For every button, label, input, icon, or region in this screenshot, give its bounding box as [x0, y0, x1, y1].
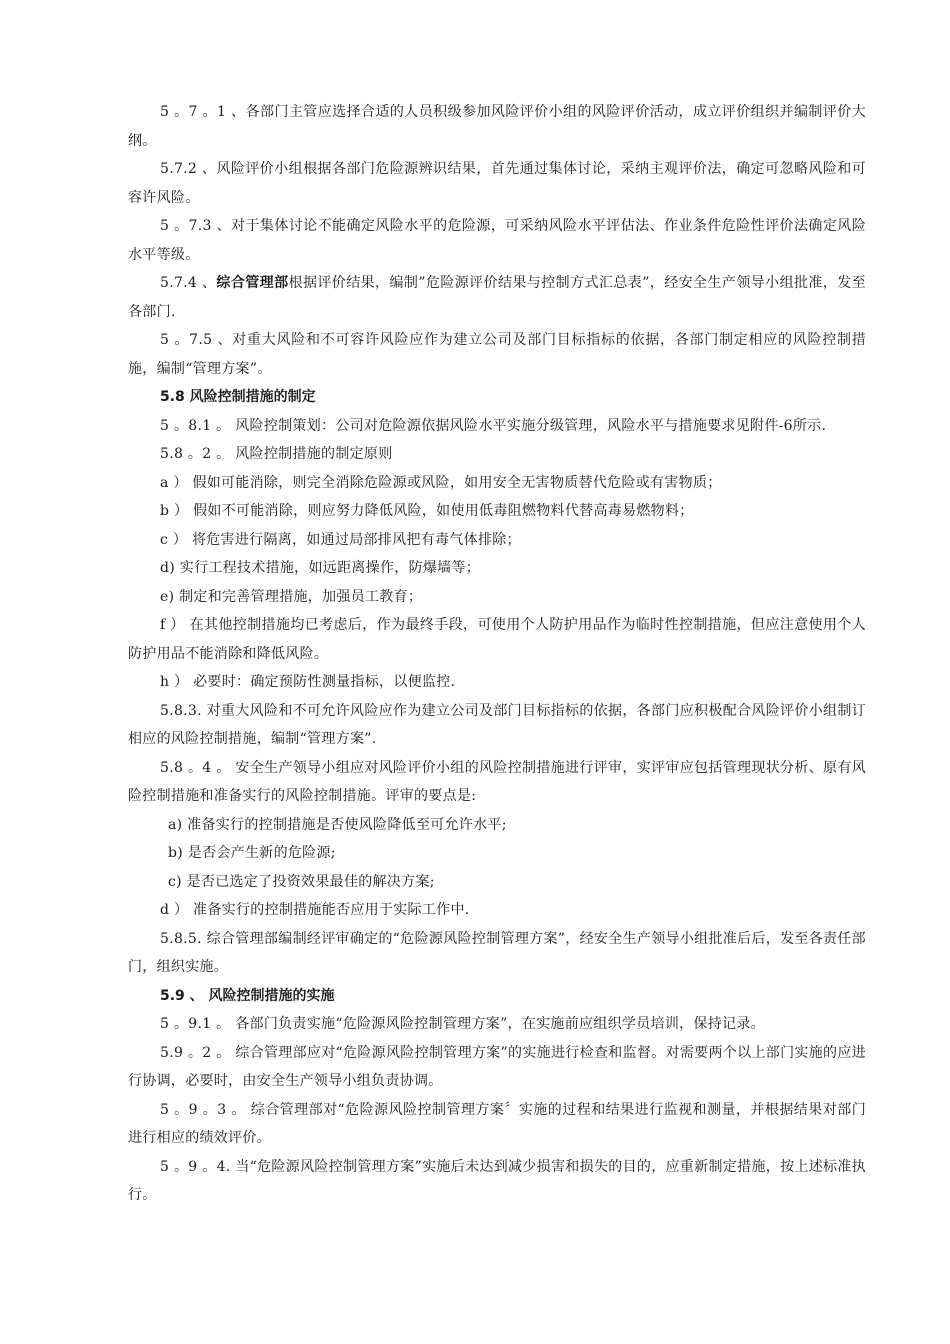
paragraph-5-7-5: 5 。7.5 、对重大风险和不可容许风险应作为建立公司及部门目标指标的依据，各部门制定相应的风险控制措施，编制“管理方案”。 [128, 332, 866, 377]
review-point-d: d ） 准备实行的控制措施能否应用于实际工作中. [160, 902, 470, 918]
paragraph-5-8-2: 5.8 。2 。 风险控制措施的制定原则 [160, 446, 393, 462]
review-point-a: a) 准备实行的控制措施是否使风险降低至可允许水平; [168, 816, 507, 833]
paragraph-5-9-4: 5 。9 。4. 当“危险源风险控制管理方案”实施后未达到减少损害和损失的目的，应重新制定措施，按上述标准执行。 [128, 1158, 866, 1203]
list-item-c: c ） 将危害进行隔离，如通过局部排风把有毒气体排除； [160, 531, 521, 548]
review-point-b: b) 是否会产生新的危险源; [168, 845, 336, 861]
paragraph-5-7-4-prefix: 5.7.4 、 [160, 275, 217, 291]
paragraph-5-9-1: 5 。9.1 。 各部门负责实施“危险源风险控制管理方案”，在实施前应组织学员培训，保持记录。 [160, 1016, 765, 1032]
list-item-a: a ） 假如可能消除，则完全消除危险源或风险，如用安全无害物质替代危险或有害物质； [160, 474, 722, 491]
paragraph-5-7-2: 5.7.2 、风险评价小组根据各部门危险源辨识结果，首先通过集体讨论，采纳主观评价法，确定可忽略风险和可容许风险。 [128, 161, 866, 206]
list-item-d: d) 实行工程技术措施，如远距离操作，防爆墙等； [160, 560, 481, 576]
paragraph-5-9-2: 5.9 。2 。 综合管理部应对“危险源风险控制管理方案”的实施进行检查和监督。对需要两个以上部门实施的应进行协调，必要时，由安全生产领导小组负责协调。 [128, 1044, 866, 1089]
paragraph-5-7-3: 5 。7.3 、对于集体讨论不能确定风险水平的危险源，可采纳风险水平评估法、作业条件危险性评价法确定风险水平等级。 [128, 218, 866, 263]
paragraph-5-7-4-bold: 综合管理部 [216, 275, 289, 291]
review-point-c: c) 是否已选定了投资效果最佳的解决方案; [168, 873, 435, 890]
list-item-f: f ） 在其他控制措施均已考虑后，作为最终手段，可使用个人防护用品作为临时性控制措施，但应注意使用个人防护用品不能消除和降低风险。 [128, 617, 866, 662]
paragraph-5-7-4 [128, 269, 866, 326]
list-item-h: h ） 必要时：确定预防性测量指标，以便监控. [160, 674, 456, 690]
paragraph-5-8-4: 5.8 。4 。 安全生产领导小组应对风险评价小组的风险控制措施进行评审，实评审应包括管理现状分析、原有风险控制措施和准备实行的风险控制措施。评审的要点是: [128, 759, 866, 804]
paragraph-5-9-3: 5 。9 。3 。 综合管理部对“危险源风险控制管理方案〞实施的过程和结果进行监视和测量，并根据结果对部门进行相应的绩效评价。 [128, 1101, 866, 1146]
paragraph-5-8-5: 5.8.5. 综合管理部编制经评审确定的“危险源风险控制管理方案”，经安全生产领导小组批准后后，发至各责任部门，组织实施。 [128, 930, 866, 975]
list-item-e: e) 制定和完善管理措施，加强员工教育； [160, 588, 423, 605]
paragraph-5-7-1: 5 。7 。1 、各部门主管应选择合适的人员积级参加风险评价小组的风险评价活动，成立评价组织并编制评价大纲。 [128, 104, 866, 149]
paragraph-5-8-3: 5.8.3. 对重大风险和不可允许风险应作为建立公司及部门目标指标的依据，各部门应积极配合风险评价小组制订相应的风险控制措施，编制“管理方案”. [128, 702, 866, 747]
document-page [128, 98, 866, 1210]
paragraph-5-7-4-suffix: 根据评价结果，编制”危险源评价结果与控制方式汇总表”，经安全生产领导小组批准，发至各部门. [128, 275, 866, 320]
section-heading-5-8: 5.8 风险控制措施的制定 [160, 389, 316, 405]
list-item-b: b ） 假如不可能消除，则应努力降低风险，如使用低毒阻燃物料代替高毒易燃物料； [160, 503, 694, 519]
paragraph-5-8-1: 5 。8.1 。 风险控制策划：公司对危险源依据风险水平实施分级管理，风险水平与措施要求见附件-6所示. [160, 417, 827, 434]
section-heading-5-9: 5.9 、 风险控制措施的实施 [160, 987, 335, 1004]
